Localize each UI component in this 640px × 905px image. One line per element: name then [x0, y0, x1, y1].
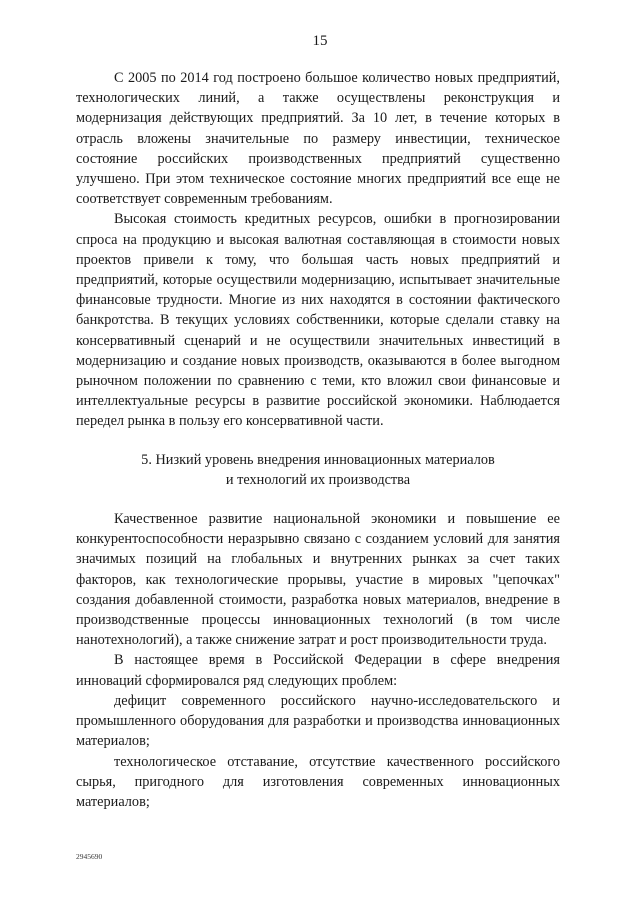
paragraph-financial-difficulties: Высокая стоимость кредитных ресурсов, ошибки в прогнозировании спроса на продукцию и высокая валютная составляющая в стоимости новых проектов привели к тому, что большая часть новых предприятий и предприятий, которые осуществили модернизацию, испытывает значительные финансовые трудности. Многие из них находятся в состоянии фактического банкротства. В текущих условиях собственники, которые сделали ставку на консервативный сценарий и не осуществили значительных инвестиций в модернизацию и создание новых производств, оказываются в более выгодном рыночном положении по сравнению с теми, кто вложил свои финансовые и интеллектуальные ресурсы в развитие российской экономики. Наблюдается передел рынка в пользу его консервативной части. [76, 211, 560, 430]
paragraph-economic-development: Качественное развитие национальной экономики и повышение ее конкурентоспособности неразрывно связано с созданием условий для занятия значимых позиций на глобальных и внутренних рынках за счет таких факторов, как технологические прорывы, участие в мировых "цепочках" создания добавленной стоимости, разработка новых материалов, внедрение в производственные процессы инновационных технологий (в том числе нанотехнологий), а также снижение затрат и рост производительности труда. [76, 511, 560, 649]
section-heading [76, 450, 560, 490]
footer-document-id: 2945690 [76, 852, 103, 861]
paragraph-problems-intro: В настоящее время в Российской Федерации в сфере внедрения инноваций сформировался ряд следующих проблем: [76, 652, 560, 689]
section-heading-line-2: и технологий их производства [225, 471, 411, 488]
paragraph-construction: С 2005 по 2014 год построено большое количество новых предприятий, технологических линий, а также осуществлены реконструкция и модернизация действующих предприятий. За 10 лет, в течение которых в отрасль вложены значительные по размеру инвестиции, техническое состояние российских производственных предприятий существенно улучшено. При этом техническое состояние многих предприятий все еще не соответствует современным требованиям. [76, 70, 560, 208]
paragraph-equipment-deficit: дефицит современного российского научно-исследовательского и промышленного оборудования для разработки и производства инновационных материалов; [76, 692, 560, 750]
section-heading-line-1: 5. Низкий уровень внедрения инновационных материалов [141, 451, 495, 468]
paragraph-technological-lag: технологическое отставание, отсутствие качественного российского сырья, пригодного для изготовления современных инновационных материалов; [76, 753, 560, 810]
page-number: 15 [312, 33, 328, 49]
document-body [76, 68, 560, 812]
